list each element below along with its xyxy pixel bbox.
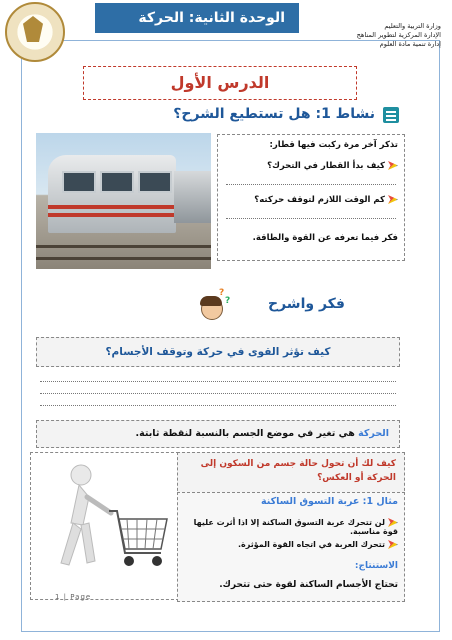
notebook-icon [383, 107, 399, 123]
bullet-arrow-icon [388, 540, 398, 549]
state-change-question: كيف لك أن تحول حالة جسم من السكون إلى الحركة أو العكس؟ [177, 452, 405, 496]
activity-question-2: كم الوقت اللازم لتوقف حركته؟ [222, 195, 398, 205]
ministry-line: إدارة تنمية مادة العلوم [379, 40, 441, 48]
think-title: فكر واشرح [268, 296, 345, 312]
answer-line [40, 381, 396, 382]
bullet-arrow-icon [388, 195, 398, 204]
ministry-line: وزارة التربية والتعليم [384, 22, 441, 30]
conclusion-text: تحتاج الأجسام الساكنة لقوة حتى تتحرك. [219, 580, 398, 590]
ministry-header [296, 22, 441, 49]
main-question: كيف تؤثر القوى في حركة وتوقف الأجسام؟ [36, 337, 400, 367]
activity-intro: تذكر آخر مرة ركبت فيها قطار: [269, 140, 398, 150]
answer-line [40, 405, 396, 406]
definition-text: هي تغير في موضع الجسم بالنسبة لنقطة ثابتة. [135, 428, 359, 439]
example-bullet-1: لن تتحرك عربة التسوق الساكنة إلا اذا أثرت عليها قوة مناسبة. [193, 518, 398, 536]
lesson-title: الدرس الأول [83, 66, 357, 100]
example-bullet-2: تتحرك العربة في اتجاه القوة المؤثرة. [182, 540, 398, 549]
answer-line [226, 184, 396, 185]
activity-question-1: كيف بدأ القطار في التحرك؟ [222, 161, 398, 171]
ministry-line: الإدارة المركزية لتطوير المناهج [356, 31, 441, 39]
unit-title-banner [95, 3, 299, 33]
page-number: 1 | Page [55, 593, 92, 601]
train-image [36, 133, 211, 269]
answer-line [226, 218, 396, 219]
conclusion-label: الاستنتاج: [354, 561, 398, 571]
answer-line [40, 393, 396, 394]
example-title: مثال 1: عربة التسوق الساكنة [260, 496, 398, 507]
shopping-cart-image [30, 452, 179, 600]
activity-question-3: فكر فيما تعرفه عن القوة والطاقة. [252, 233, 398, 243]
activity-title: نشاط 1: هل تستطيع الشرح؟ [173, 106, 375, 122]
ministry-seal-icon [5, 2, 65, 62]
bullet-arrow-icon [388, 161, 398, 170]
motion-definition [36, 420, 400, 448]
thinking-boy-icon: ? ? [197, 290, 227, 324]
bullet-arrow-icon [388, 518, 398, 527]
unit-title: الوحدة الثانية: الحركة [138, 10, 285, 26]
definition-term: الحركة [358, 428, 389, 439]
